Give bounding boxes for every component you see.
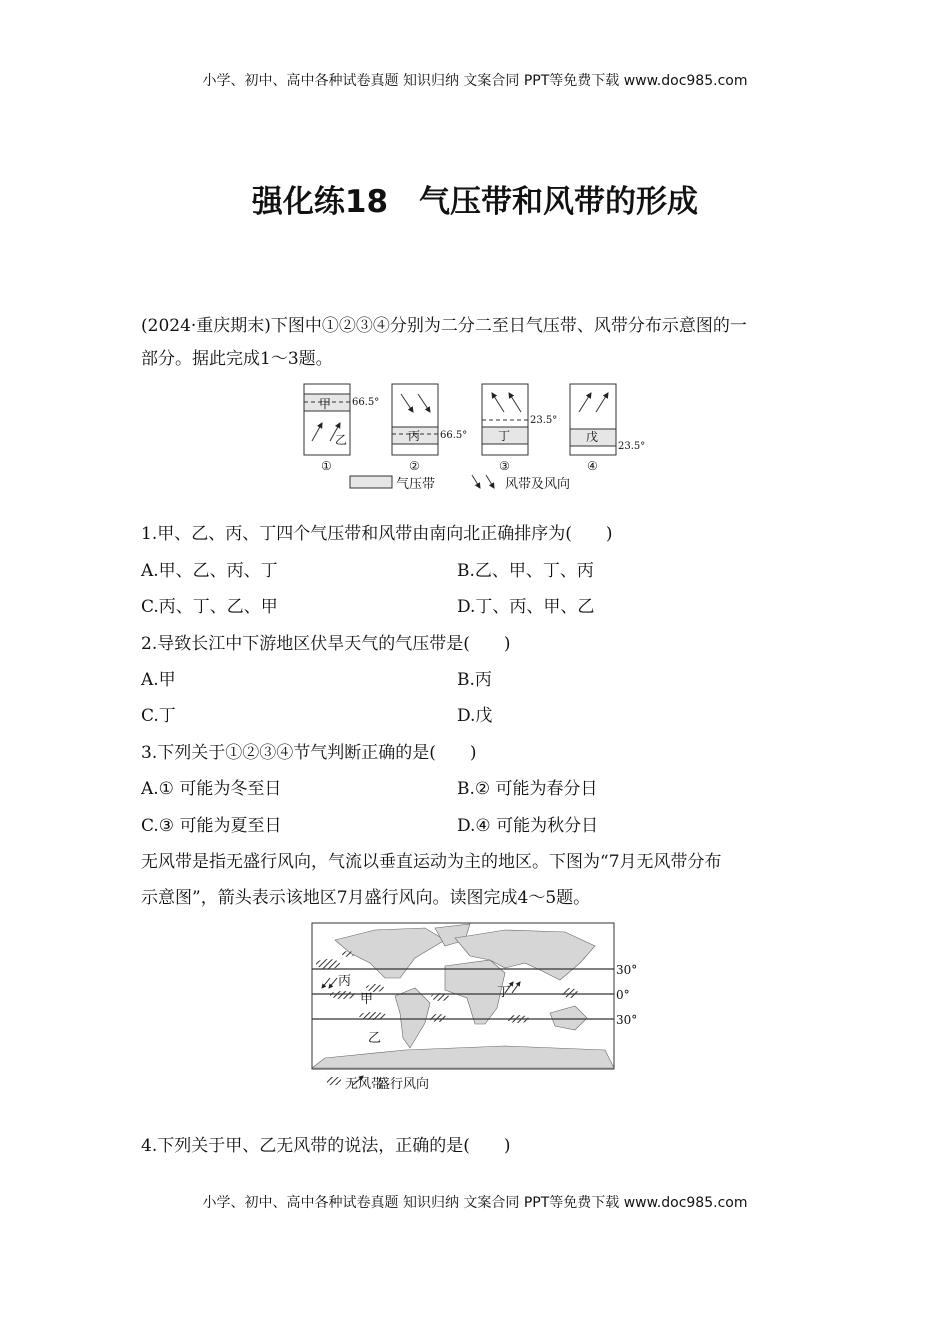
option: B.丙: [457, 670, 492, 690]
label-wu: 戊: [586, 430, 599, 444]
option: C.丙、丁、乙、甲: [141, 597, 278, 617]
label-bing: 丙: [338, 974, 352, 989]
option: D.④ 可能为秋分日: [457, 816, 599, 836]
option: A.甲: [141, 670, 176, 690]
page-header: 小学、初中、高中各种试卷真题 知识归纳 文案合同 PPT等免费下载 www.doc985.com: [202, 73, 748, 89]
legend-calm-belt: 无风带: [345, 1077, 385, 1092]
label-ding: 丁: [498, 429, 511, 443]
option: A.① 可能为冬至日: [141, 779, 282, 799]
panel-number: ①: [321, 459, 332, 473]
legend-belt: 气压带: [396, 477, 436, 492]
lat-label: 23.5°: [618, 441, 646, 452]
panel-number: ④: [587, 459, 598, 473]
option: D.丁、丙、甲、乙: [457, 597, 595, 617]
calm-belt-map: [305, 918, 655, 1098]
lat-label: 0°: [616, 988, 630, 1002]
intro-line: 无风带是指无盛行风向，气流以垂直运动为主的地区。下图为“7月无风带分布: [141, 852, 722, 872]
question-stem: 3.下列关于①②③④节气判断正确的是( ): [141, 743, 477, 763]
panel-number: ③: [499, 459, 510, 473]
label-yi: 乙: [368, 1031, 382, 1046]
label-jia: 甲: [360, 992, 374, 1007]
pressure-belt-diagram: [300, 378, 660, 498]
intro-line: 部分。据此完成1～3题。: [141, 349, 333, 369]
lat-label: 30°: [616, 963, 638, 977]
question-stem: 1.甲、乙、丙、丁四个气压带和风带由南向北正确排序为( ): [141, 524, 613, 544]
lat-label: 30°: [616, 1013, 638, 1027]
label-bing: 丙: [408, 429, 421, 443]
question-stem: 4.下列关于甲、乙无风带的说法，正确的是( ): [141, 1136, 511, 1156]
legend-wind: 风带及风向: [505, 477, 571, 492]
page-footer: 小学、初中、高中各种试卷真题 知识归纳 文案合同 PPT等免费下载 www.doc985.com: [202, 1195, 748, 1211]
lat-label: 23.5°: [530, 415, 558, 426]
option: B.② 可能为春分日: [457, 779, 598, 799]
label-jia: 甲: [319, 397, 332, 411]
lat-label: 66.5°: [352, 397, 380, 408]
page-title: 强化练18 气压带和风带的形成: [251, 184, 699, 220]
option: A.甲、乙、丙、丁: [141, 561, 278, 581]
panel-number: ②: [409, 459, 420, 473]
option: B.乙、甲、丁、丙: [457, 561, 594, 581]
lat-label: 66.5°: [440, 430, 468, 441]
label-yi: 乙: [335, 433, 348, 447]
option: D.戊: [457, 706, 493, 726]
question-stem: 2.导致长江中下游地区伏旱天气的气压带是( ): [141, 634, 511, 654]
intro-line: (2024·重庆期末)下图中①②③④分别为二分二至日气压带、风带分布示意图的一: [141, 316, 747, 336]
label-ding: 丁: [497, 985, 511, 1000]
option: C.③ 可能为夏至日: [141, 816, 282, 836]
option: C.丁: [141, 706, 176, 726]
intro-line: 示意图”，箭头表示该地区7月盛行风向。读图完成4～5题。: [141, 888, 591, 908]
legend-wind: 盛行风向: [377, 1077, 430, 1092]
